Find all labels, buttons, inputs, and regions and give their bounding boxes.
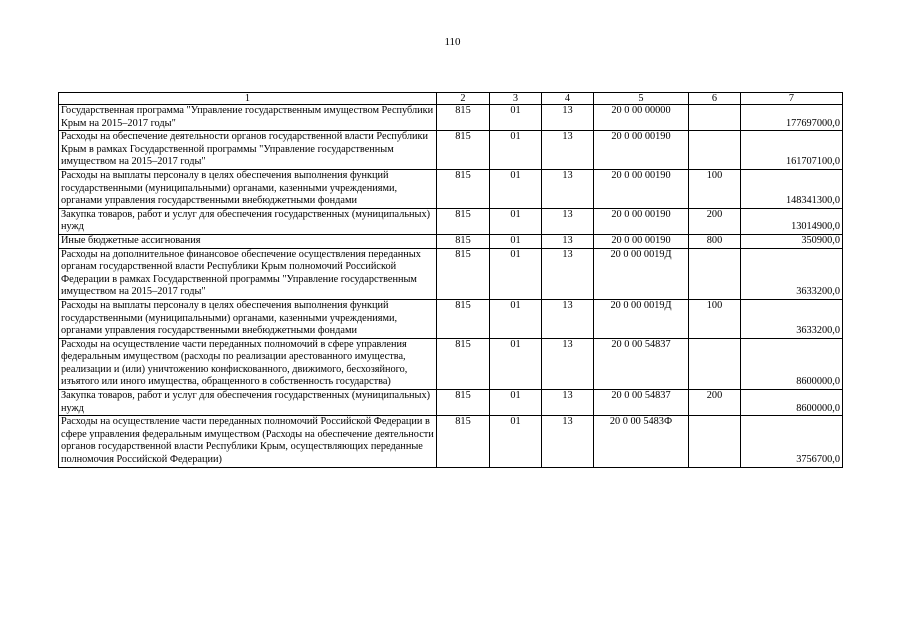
table-row [59,390,843,416]
subsection-code-cell: 13 [542,299,594,338]
expense-type-cell [689,105,741,131]
ministry-code-cell: 815 [437,299,490,338]
expense-type-cell: 100 [689,169,741,208]
row-name-cell: Расходы на выплаты персоналу в целях обеспечения выполнения функций государственными (муниципальными) органами, казенными учреждениями, органами управления государственными внебюджетными фондами [59,299,437,338]
subsection-code-cell: 13 [542,416,594,467]
ministry-code-cell: 815 [437,248,490,299]
row-name-cell: Расходы на обеспечение деятельности органов государственной власти Республики Крым в рамках Государственной программы "Управление государственным имуществом на 2015–2017 годы" [59,131,437,170]
target-article-cell: 20 0 00 0019Д [594,299,689,338]
target-article-cell: 20 0 00 0019Д [594,248,689,299]
row-name-cell: Закупка товаров, работ и услуг для обеспечения государственных (муниципальных) нужд [59,390,437,416]
ministry-code-cell: 815 [437,169,490,208]
target-article-cell: 20 0 00 5483Ф [594,416,689,467]
expense-type-cell [689,338,741,389]
target-article-cell: 20 0 00 00190 [594,131,689,170]
ministry-code-cell: 815 [437,131,490,170]
section-code-cell: 01 [490,105,542,131]
amount-cell: 3633200,0 [741,248,843,299]
expense-type-cell: 100 [689,299,741,338]
subsection-code-cell: 13 [542,208,594,234]
budget-table [58,92,843,468]
expense-type-cell: 800 [689,234,741,248]
table-row [59,105,843,131]
row-name-cell: Государственная программа "Управление государственным имуществом Республики Крым на 2015–2017 годы" [59,105,437,131]
section-code-cell: 01 [490,248,542,299]
amount-cell: 13014900,0 [741,208,843,234]
subsection-code-cell: 13 [542,105,594,131]
subsection-code-cell: 13 [542,234,594,248]
ministry-code-cell: 815 [437,208,490,234]
target-article-cell: 20 0 00 00190 [594,208,689,234]
target-article-cell: 20 0 00 54837 [594,390,689,416]
amount-cell: 8600000,0 [741,390,843,416]
page-number: 110 [444,36,461,48]
subsection-code-cell: 13 [542,131,594,170]
subsection-code-cell: 13 [542,390,594,416]
target-article-cell: 20 0 00 00190 [594,234,689,248]
row-name-cell: Расходы на выплаты персоналу в целях обеспечения выполнения функций государственными (муниципальными) органами, казенными учреждениями, органами управления государственными внебюджетными фондами [59,169,437,208]
amount-cell: 8600000,0 [741,338,843,389]
table-row [59,234,843,248]
amount-cell: 350900,0 [741,234,843,248]
amount-cell: 3756700,0 [741,416,843,467]
section-code-cell: 01 [490,169,542,208]
table-row [59,248,843,299]
ministry-code-cell: 815 [437,338,490,389]
table-row [59,338,843,389]
expense-type-cell: 200 [689,208,741,234]
table-row [59,299,843,338]
subsection-code-cell: 13 [542,248,594,299]
expense-type-cell [689,131,741,170]
amount-cell: 177697000,0 [741,105,843,131]
header-row [59,93,843,105]
section-code-cell: 01 [490,390,542,416]
row-name-cell: Расходы на осуществление части переданных полномочий Российской Федерации в сфере управления федеральным имуществом (Расходы на обеспечение деятельности органов государственной власти Республики Крым, осуществляющих переданные полномочия Российской Федерации) [59,416,437,467]
section-code-cell: 01 [490,416,542,467]
expense-type-cell [689,248,741,299]
row-name-cell: Расходы на дополнительное финансовое обеспечение осуществления переданных органам государственной власти Республики Крым полномочий Российской Федерации в рамках Государственной программы "Управление государственным имуществом на 2015–2017 годы" [59,248,437,299]
amount-cell: 3633200,0 [741,299,843,338]
section-code-cell: 01 [490,338,542,389]
ministry-code-cell: 815 [437,390,490,416]
ministry-code-cell: 815 [437,234,490,248]
column-header: 4 [542,93,594,105]
row-name-cell: Иные бюджетные ассигнования [59,234,437,248]
column-header: 2 [437,93,490,105]
ministry-code-cell: 815 [437,416,490,467]
section-code-cell: 01 [490,208,542,234]
amount-cell: 148341300,0 [741,169,843,208]
subsection-code-cell: 13 [542,338,594,389]
subsection-code-cell: 13 [542,169,594,208]
target-article-cell: 20 0 00 00190 [594,169,689,208]
section-code-cell: 01 [490,234,542,248]
column-header: 5 [594,93,689,105]
table-row [59,416,843,467]
amount-cell: 161707100,0 [741,131,843,170]
table-row [59,169,843,208]
table-row [59,208,843,234]
expense-type-cell [689,416,741,467]
section-code-cell: 01 [490,299,542,338]
section-code-cell: 01 [490,131,542,170]
column-header: 7 [741,93,843,105]
target-article-cell: 20 0 00 00000 [594,105,689,131]
column-header: 6 [689,93,741,105]
row-name-cell: Закупка товаров, работ и услуг для обеспечения государственных (муниципальных) нужд [59,208,437,234]
column-header: 3 [490,93,542,105]
target-article-cell: 20 0 00 54837 [594,338,689,389]
column-header: 1 [59,93,437,105]
table-row [59,131,843,170]
ministry-code-cell: 815 [437,105,490,131]
expense-type-cell: 200 [689,390,741,416]
row-name-cell: Расходы на осуществление части переданных полномочий в сфере управления федеральным имуществом (расходы по реализации арестованного имущества, реализации и (или) уничтожению конфискованного, движимого, бесхозяйного, изъятого или иного имущества, обращенного в собственность государства) [59,338,437,389]
